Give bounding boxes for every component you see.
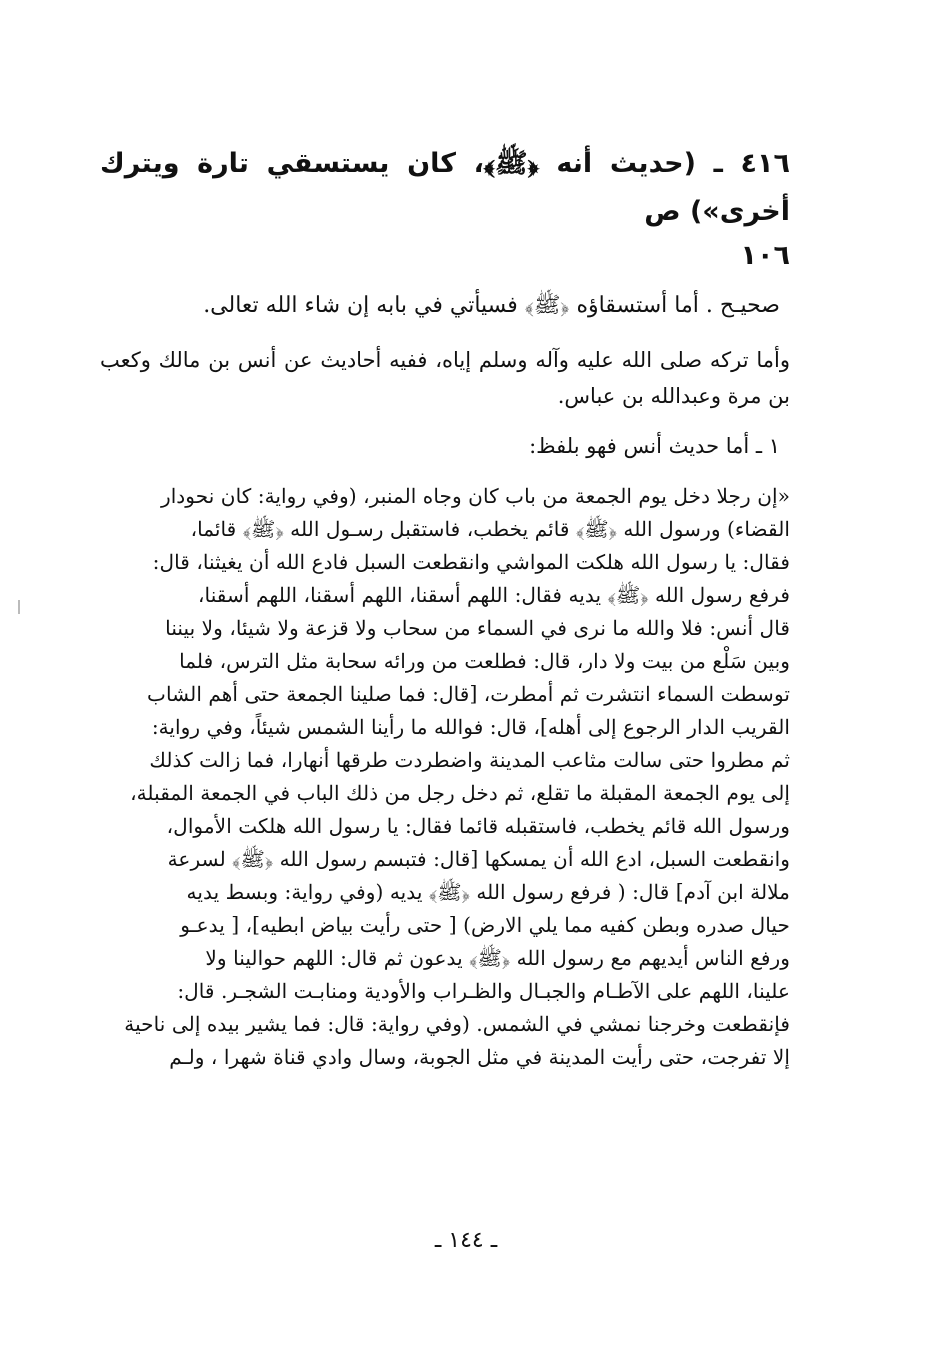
hadith-line: «إن رجلا دخل يوم الجمعة من باب كان وجاه المنبر، (وفي رواية: كان نحودار: [160, 484, 790, 508]
hadith-line: وبين سَلْع من بيت ولا دار، قال: فطلعت من ورائه سحابة مثل الترس، فلما: [179, 649, 790, 673]
authenticity-grade: صحيـح . أما أستسقاؤه ﴿ﷺ﴾ فسيأتي في بابه إن شاء الله تعالى.: [203, 293, 780, 318]
hadith-line: القضاء) ورسول الله ﴿ﷺ﴾ قائم يخطب، فاستقبل رسـول الله ﴿ﷺ﴾ قائما،: [190, 517, 790, 541]
hadith-line: إلى يوم الجمعة المقبلة ما تقلع، ثم دخل رجل من ذلك الباب في الجمعة المقبلة،: [130, 781, 790, 805]
hadith-line: علينا، اللهم على الآطـام والجبـال والظـراب والأودية ومنابـت الشجـر. قال:: [177, 979, 790, 1003]
scan-edge-mark: [18, 600, 20, 614]
hadith-line: قال أنس: فلا والله ما نرى في السماء من سحاب ولا قزعة ولا شيئا، ولا بيننا: [165, 616, 790, 640]
hadith-line: ورفع الناس أيديهم مع رسول الله ﴿ﷺ﴾ يدعون ثم قال: اللهم حوالينا ولا: [205, 946, 790, 970]
hadith-line: فإنقطعت وخرجنا نمشي في الشمس. (وفي رواية: قال: فما يشير بيده إلى ناحية: [124, 1012, 790, 1036]
hadith-line: القريب الدار الرجوع إلى أهله]، قال: فوالله ما رأينا الشمس شيئاً، وفي رواية:: [151, 715, 790, 739]
hadith-line: توسطت السماء انتشرت ثم أمطرت، [قال: فما صلينا الجمعة حتى أهم الشاب: [147, 682, 790, 706]
page-body: [100, 140, 790, 1270]
hadith-line: فرفع رسول الله ﴿ﷺ﴾ يديه فقال: اللهم أسقنا، اللهم أسقنا، اللهم أسقنا،: [198, 583, 790, 607]
hadith-text: [100, 480, 790, 1074]
hadith-line: ملالة ابن آدم] قال: ( فرفع رسول الله ﴿ﷺ﴾ يديه (وفي رواية: وبسط يديه: [186, 880, 790, 904]
hadith-line: فقال: يا رسول الله هلكت المواشي وانقطعت السبل فادع الله أن يغيثنا، قال:: [152, 550, 790, 574]
hadith-line: ورسول الله قائم يخطب، فاستقبله قائما فقال: يا رسول الله هلكت الأموال،: [166, 814, 790, 838]
hadith-line: إلا تفرجت، حتى رأيت المدينة في مثل الجوبة، وسال وادي قناة شهرا ، ولـم: [169, 1045, 790, 1069]
page-number: ـ ١٤٤ ـ: [434, 1228, 498, 1253]
hadith-heading: ٤١٦ ـ (حديث أنه ﴿ﷺ﴾، كان يستسقي تارة ويترك أخرى») ص: [100, 148, 790, 227]
hadith-line: حيال صدره وبطن كفيه مما يلي الارض) [ حتى رأيت بياض ابطيه]، [ يدعـو: [180, 913, 790, 937]
section-subheading: ١ ـ أما حديث أنس فهو بلفظ:: [529, 434, 780, 458]
hadith-line: ثم مطروا حتى سالت مثاعب المدينة واضطردت طرقها أنهارا، فما زالت كذلك: [149, 748, 790, 772]
intro-paragraph: وأما تركه صلى الله عليه وآله وسلم إياه، ففيه أحاديث عن أنس بن مالك وكعب بن مرة وعبدالله بن عباس.: [100, 348, 790, 408]
hadith-heading-page-ref: ١٠٦: [740, 240, 790, 271]
hadith-line: وانقطعت السبل، ادع الله أن يمسكها [قال: فتبسم رسول الله ﴿ﷺ﴾ لسرعة: [167, 847, 790, 871]
